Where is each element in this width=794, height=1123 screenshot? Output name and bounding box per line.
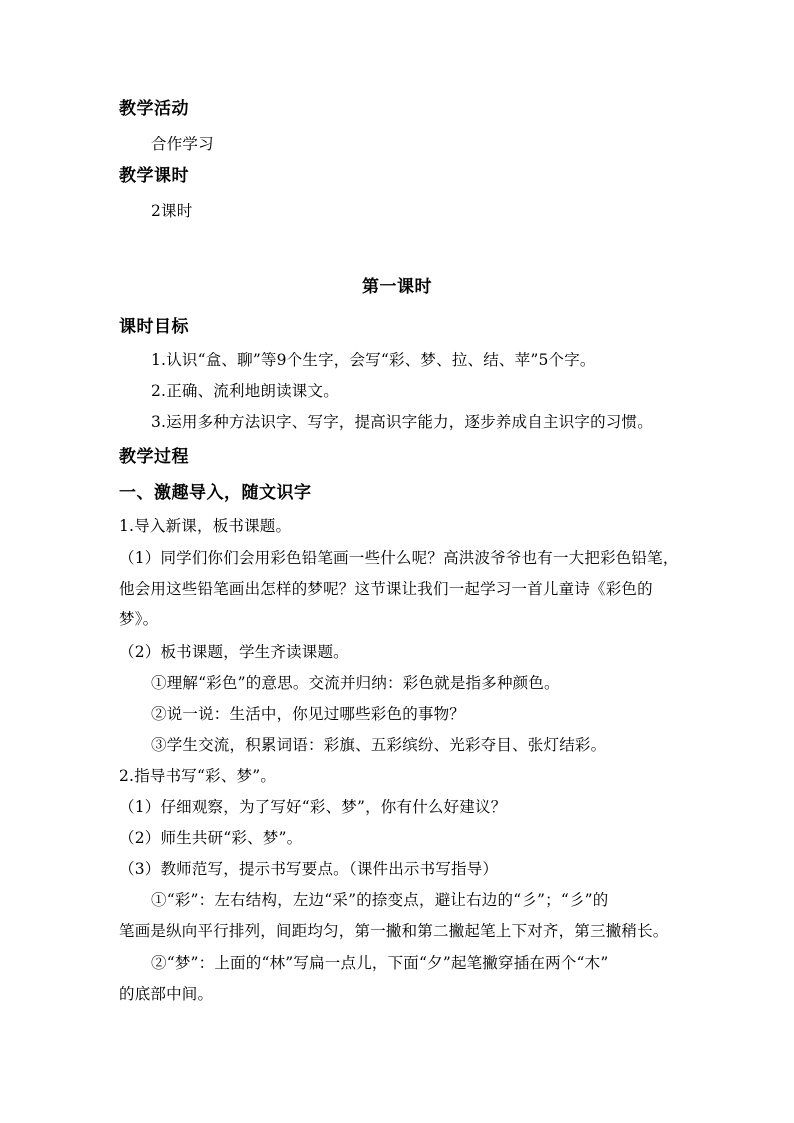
goal-item: 3.运用多种方法识字、写字，提高识字能力，逐步养成自主识字的习惯。 <box>151 413 653 431</box>
step2-item: （1）仔细观察，为了写好“彩、梦”，你有什么好建议？ <box>119 798 507 816</box>
meng-guide-line: 的底部中间。 <box>119 985 214 1003</box>
process-heading: 教学过程 <box>119 447 189 467</box>
step1-1-line: 梦》。 <box>119 610 159 628</box>
hours-content: 2课时 <box>151 202 193 220</box>
cai-guide-line: 笔画是纵向平行排列，间距均匀，第一撇和第二撇起笔上下对齐，第三撇稍长。 <box>119 922 669 940</box>
step2-item: （2）师生共研“彩、梦”。 <box>119 829 303 847</box>
step1-2-item: ②说一说：生活中，你见过哪些彩色的事物？ <box>151 705 466 723</box>
lesson-title: 第一课时 <box>362 277 432 297</box>
step1-2-item: ①理解“彩色”的意思。交流并归纳：彩色就是指多种颜色。 <box>151 674 560 692</box>
meng-guide-line: ②“梦”：上面的“林”写扁一点儿，下面“夕”起笔撇穿插在两个“木” <box>151 954 609 972</box>
activity-content: 合作学习 <box>151 135 214 153</box>
activity-heading: 教学活动 <box>119 99 189 119</box>
step1-1-line: 他会用这些铅笔画出怎样的梦呢？这节课让我们一起学习一首儿童诗《彩色的 <box>119 580 653 598</box>
hours-heading: 教学课时 <box>119 166 189 186</box>
step1-text: 1.导入新课，板书课题。 <box>119 517 292 535</box>
step2-text: 2.指导书写“彩、梦”。 <box>119 767 277 785</box>
step1-2-item: ③学生交流，积累词语：彩旗、五彩缤纷、光彩夺目、张灯结彩。 <box>151 736 607 754</box>
cai-guide-line: ①“彩”：左右结构，左边“采”的捺变点，避让右边的“彡”；“彡”的 <box>151 891 609 909</box>
goals-heading: 课时目标 <box>119 317 189 337</box>
goal-item: 2.正确、流利地朗读课文。 <box>151 382 339 400</box>
step1-1-line: （1）同学们你们会用彩色铅笔画一些什么呢？高洪波爷爷也有一大把彩色铅笔， <box>119 549 679 567</box>
part1-heading: 一、激趣导入，随文识字 <box>119 483 312 503</box>
step2-item: （3）教师范写，提示书写要点。（课件出示书写指导） <box>119 860 499 878</box>
goal-item: 1.认识“盒、聊”等9个生字，会写“彩、梦、拉、结、苹”5个字。 <box>151 351 596 369</box>
step1-2-text: （2）板书课题，学生齐读课题。 <box>119 643 349 661</box>
